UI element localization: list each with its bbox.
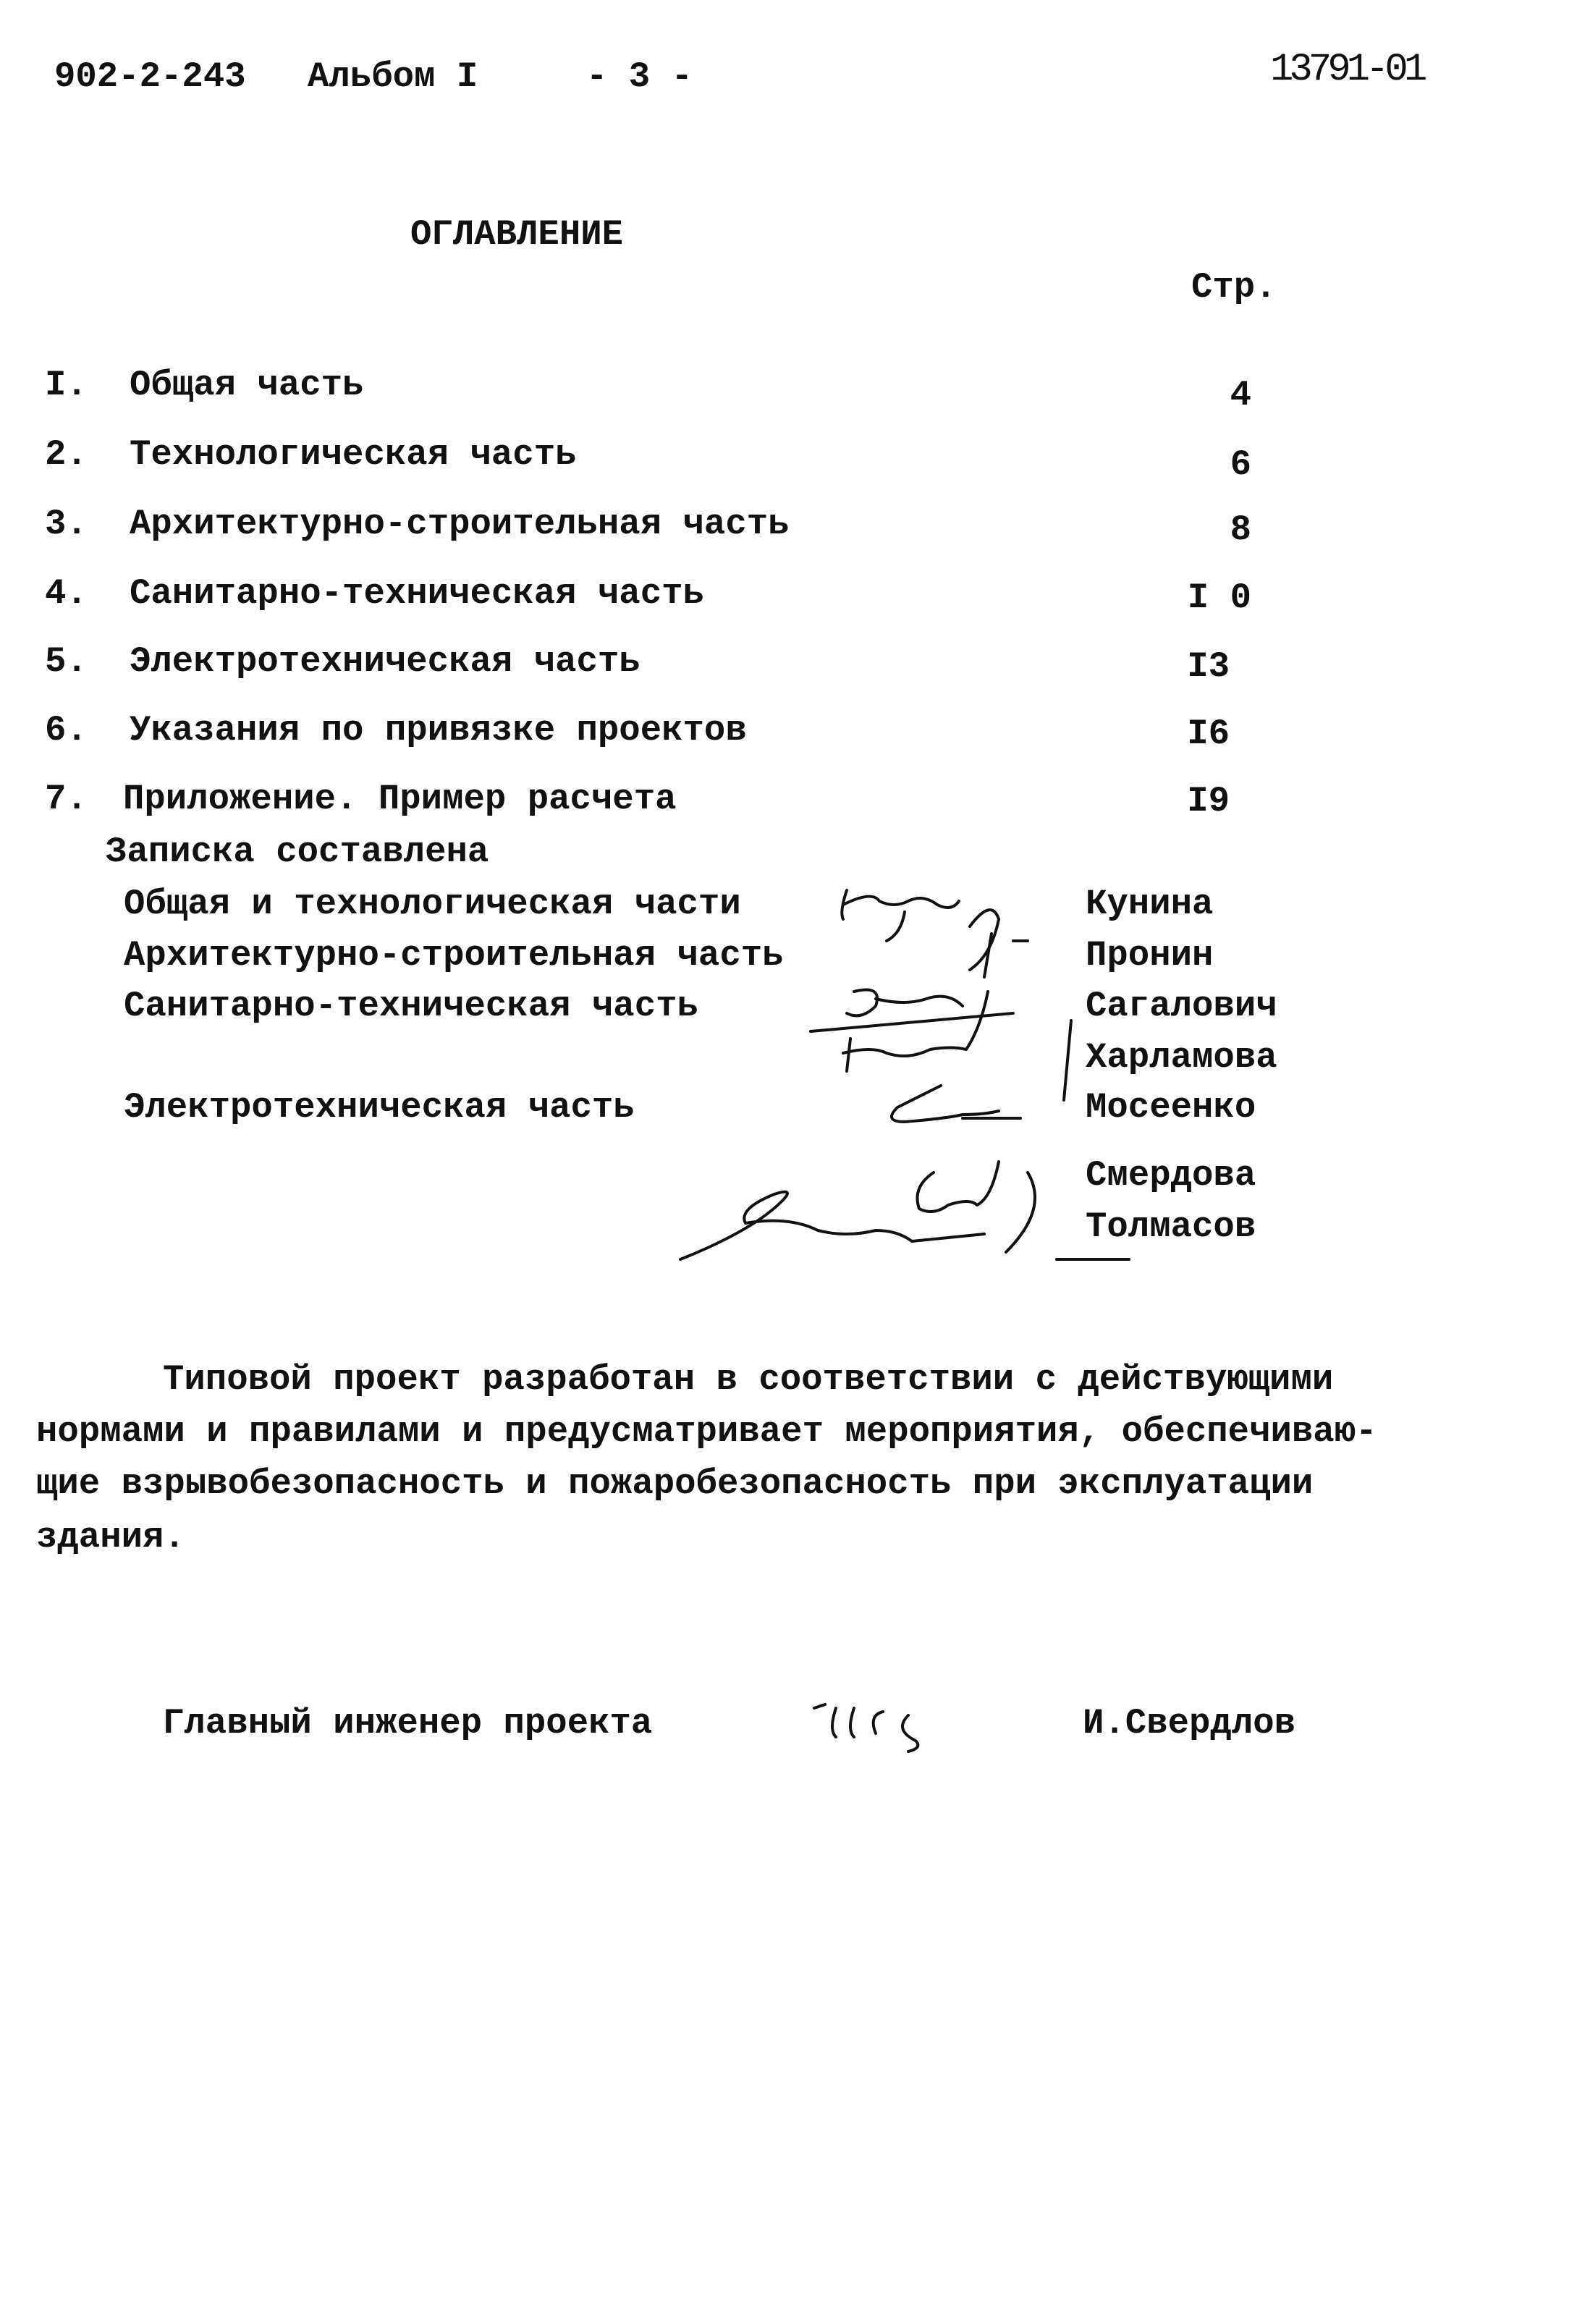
author-name: Толмасов bbox=[1086, 1207, 1256, 1247]
document-code: 902-2-243 bbox=[54, 56, 246, 97]
signature-sverdlov bbox=[814, 1704, 918, 1752]
signature-pronin bbox=[970, 910, 1028, 977]
author-name: Харламова bbox=[1086, 1037, 1277, 1078]
author-section: Архитектурно-строительная часть bbox=[124, 935, 784, 976]
signature-tolmasov bbox=[680, 1192, 1129, 1259]
toc-item-page: I6 bbox=[1187, 714, 1230, 754]
inventory-number: 13791-01 bbox=[1270, 48, 1424, 92]
author-name: Кунина bbox=[1086, 884, 1214, 924]
author-section: Общая и технологическая части bbox=[124, 884, 741, 924]
author-name: Сагалович bbox=[1086, 986, 1277, 1026]
toc-item-label: Архитектурно-строительная часть bbox=[130, 504, 790, 544]
toc-title: ОГЛАВЛЕНИЕ bbox=[410, 214, 624, 255]
note-line: Типовой проект разработан в соответствии с действующими bbox=[163, 1359, 1334, 1400]
toc-item-number: 7. bbox=[45, 779, 88, 819]
toc-item-label: Санитарно-техническая часть bbox=[130, 573, 704, 614]
author-name: Смердова bbox=[1086, 1155, 1256, 1196]
toc-item-number: I. bbox=[45, 365, 88, 405]
toc-item-label: Приложение. Пример расчета bbox=[123, 779, 677, 819]
signature-kharlamova bbox=[843, 992, 1071, 1100]
toc-item-page: 6 bbox=[1230, 444, 1251, 485]
note-line: щие взрывобезопасность и пожаробезопасность при эксплуатации bbox=[36, 1463, 1314, 1504]
toc-item-label: Электротехническая часть bbox=[130, 641, 640, 682]
toc-item-number: 4. bbox=[45, 573, 88, 614]
chief-engineer-role: Главный инженер проекта bbox=[163, 1703, 653, 1744]
toc-item-label: Технологическая часть bbox=[130, 434, 577, 475]
toc-item-label: Указания по привязке проектов bbox=[130, 710, 747, 751]
toc-item-page: 8 bbox=[1230, 510, 1251, 550]
author-section: Электротехническая часть bbox=[124, 1087, 635, 1128]
signature-kunina bbox=[842, 890, 959, 941]
author-name: Пронин bbox=[1086, 935, 1214, 976]
toc-item-page: I 0 bbox=[1187, 578, 1251, 618]
toc-page-column-label: Стр. bbox=[1191, 267, 1277, 308]
author-section: Санитарно-техническая часть bbox=[124, 986, 698, 1026]
authors-heading: Записка составлена bbox=[106, 832, 489, 872]
toc-item-page: 4 bbox=[1230, 375, 1251, 415]
page-number: - 3 - bbox=[586, 56, 693, 97]
signature-moseenko bbox=[892, 1086, 1020, 1122]
note-line: здания. bbox=[36, 1517, 185, 1558]
chief-engineer-name: И.Свердлов bbox=[1083, 1703, 1296, 1744]
toc-item-page: I3 bbox=[1187, 646, 1230, 687]
note-line: нормами и правилами и предусматривает мероприятия, обеспечиваю- bbox=[36, 1411, 1377, 1452]
toc-item-number: 2. bbox=[45, 434, 88, 475]
author-name: Мосеенко bbox=[1086, 1087, 1256, 1128]
toc-item-page: I9 bbox=[1187, 781, 1230, 821]
toc-item-number: 6. bbox=[45, 710, 88, 751]
toc-item-label: Общая часть bbox=[130, 365, 364, 405]
album-label: Альбом I bbox=[308, 56, 478, 97]
toc-item-number: 3. bbox=[45, 504, 88, 544]
toc-item-number: 5. bbox=[45, 641, 88, 682]
